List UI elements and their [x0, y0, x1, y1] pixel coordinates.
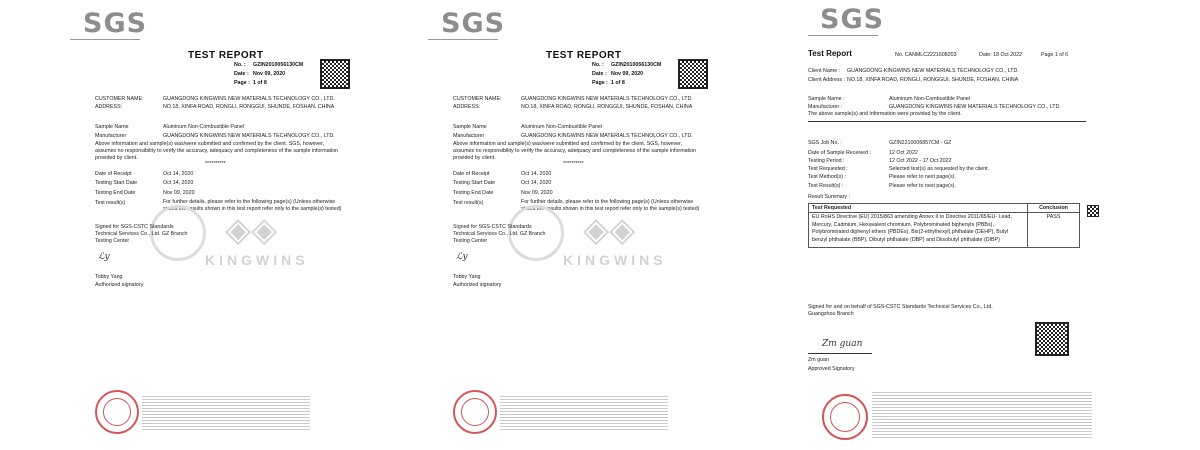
customer-label: CUSTOMER NAME:	[453, 96, 502, 102]
signer-name: Tobby Yang	[453, 274, 481, 280]
logo-underline	[428, 39, 498, 40]
watermark-text: KINGWINS	[205, 252, 309, 268]
sgs-logo: SGS	[441, 8, 506, 39]
signed-for-text: Signed for and on behalf of SGS-CSTC Standards Technical Services Co., Ltd. Guangzhou Branch	[808, 304, 993, 317]
received-value: 12 Oct 2022	[889, 150, 918, 156]
client-address-label: Client Address :	[808, 77, 846, 83]
results-label: Test Result(s) :	[808, 183, 844, 189]
address-value: NO.18, XINFA ROAD, RONGLI, RONGGUI, SHUNDE, FOSHAN, CHINA	[163, 104, 335, 110]
method-value: Please refer to next page(s).	[889, 174, 956, 180]
report-page-2	[428, 0, 718, 450]
receipt-value: Oct 14, 2020	[521, 171, 552, 177]
table-header-requested: Test Requested	[809, 204, 1028, 213]
report-date: Date: 18 Oct 2022	[979, 52, 1022, 58]
results-value: Please refer to next page(s).	[889, 183, 956, 189]
receipt-label: Date of Receipt	[453, 171, 490, 177]
table-cell-conclusion: PASS	[1028, 213, 1080, 248]
qr-code-icon	[320, 59, 350, 89]
job-no-label: SGS Job No. :	[808, 140, 842, 146]
separator-stars: **********	[205, 161, 226, 167]
received-label: Date of Sample Received :	[808, 150, 872, 156]
qr-code-icon	[1035, 322, 1069, 356]
red-seal-inner-icon	[103, 398, 131, 426]
table-row	[809, 213, 1080, 248]
manufacturer-value: GUANGDONG KINGWINS NEW MATERIALS TECHNOLOGY CO., LTD.	[889, 104, 1061, 110]
sgs-logo: SGS	[83, 8, 148, 39]
report-page-label: Page :	[234, 80, 250, 86]
start-date-value: Oct 14, 2020	[163, 180, 194, 186]
address-label: ADDRESS:	[453, 104, 481, 110]
result-label: Test result(s)	[95, 200, 126, 206]
start-date-value: Oct 14, 2020	[521, 180, 552, 186]
signer-title: Approved Signatory	[808, 366, 855, 372]
signer-title: Authorized signatory	[453, 282, 502, 288]
fine-print-block	[142, 396, 310, 432]
report-title: TEST REPORT	[546, 50, 622, 61]
signer-name: Zm guan	[808, 357, 829, 363]
signature-line	[808, 353, 872, 354]
result-label: Test result(s)	[453, 200, 484, 206]
end-date-value: Nov 09, 2020	[521, 190, 553, 196]
watermark-glyphs-icon: ◈◈	[225, 210, 278, 250]
address-label: ADDRESS:	[95, 104, 123, 110]
signed-for-text: Signed for SGS-CSTC Standards Technical Services Co., Ltd. GZ Branch Testing Center	[453, 224, 546, 244]
period-value: 12 Oct 2022 - 17 Oct 2022	[889, 158, 952, 164]
sample-label: Sample Name	[453, 124, 487, 130]
report-page: 1 of 8	[253, 80, 267, 86]
report-page-label: Page :	[592, 80, 608, 86]
start-date-label: Testing Start Date	[95, 180, 138, 186]
logo-underline	[808, 35, 878, 36]
job-no-value: GZIN2210006857CM - GZ	[889, 140, 952, 146]
report-title: TEST REPORT	[188, 50, 264, 61]
red-seal-inner-icon	[461, 398, 489, 426]
report-no: GZIN2010056130CM	[253, 62, 304, 68]
start-date-label: Testing Start Date	[453, 180, 496, 186]
table-header-row	[809, 204, 1080, 213]
report-no: No. CANMLC2221608203	[895, 52, 957, 58]
report-date: Nov 09, 2020	[611, 71, 644, 77]
signer-name: Tobby Yang	[95, 274, 123, 280]
report-title: Test Report	[808, 49, 852, 58]
client-address-value: NO.18, XINFA ROAD, RONGLI, RONGGUI, SHUNDE, FOSHAN, CHINA	[847, 77, 1019, 83]
signature-icon: Zm guan	[822, 339, 863, 349]
report-page-3	[800, 0, 1100, 450]
signature-icon: ℒy	[98, 252, 110, 262]
receipt-label: Date of Receipt	[95, 171, 132, 177]
table-cell-requested: EU RoHS Directive (EU) 2015/863 amending Annex II to Directive 2011/65/EU- Lead, Mercury, Cadmium, Hexavalent chromium, Polybrominated biphenyls (PBBs), Polybrominated diphenyl ethers (PBDEs), Bis(2-ethylhexyl) phthalate (DEHP), Butyl benzyl phthalate (BBP), Dibutyl phthalate (DBP) and Diisobutyl phthalate (DIBP)	[809, 213, 1028, 248]
period-label: Testing Period :	[808, 158, 845, 164]
requested-value: Selected test(s) as requested by the client.	[889, 166, 990, 172]
result-value: For further details, please refer to the following page(s) (Unless otherwise stated the results shown in this test report refer only to the sample(s) tested)	[163, 199, 342, 212]
manufacturer-label: Manufacturer	[95, 133, 127, 139]
small-qr-icon	[1087, 205, 1099, 217]
sample-value: Aluminum Non-Combustible Panel	[889, 96, 970, 102]
manufacturer-value: GUANGDONG KINGWINS NEW MATERIALS TECHNOLOGY CO., LTD.	[163, 133, 335, 139]
report-page: Page 1 of 6	[1041, 52, 1069, 58]
watermark-text: KINGWINS	[563, 252, 667, 268]
report-date-label: Date :	[234, 71, 249, 77]
red-seal-inner-icon	[830, 402, 860, 432]
signed-for-text: Signed for SGS-CSTC Standards Technical Services Co., Ltd. GZ Branch Testing Center	[95, 224, 188, 244]
signer-title: Authorized signatory	[95, 282, 144, 288]
sample-value: Aluminum Non-Combustible Panel	[163, 124, 244, 130]
method-label: Test Method(s) :	[808, 174, 846, 180]
summary-label: Result Summary :	[808, 194, 851, 200]
sample-label: Sample Name :	[808, 96, 845, 102]
table-header-conclusion: Conclusion	[1028, 204, 1080, 213]
disclaimer-text: Above information and sample(s) was/were submitted and confirmed by the client. SGS, however, assumes no responsibility to verify the accuracy, adequacy and completeness of the sample information provided by client.	[95, 141, 339, 161]
customer-label: CUSTOMER NAME:	[95, 96, 144, 102]
fine-print-block	[500, 396, 668, 432]
address-value: NO.18, XINFA ROAD, RONGLI, RONGGUI, SHUNDE, FOSHAN, CHINA	[521, 104, 693, 110]
qr-code-icon	[678, 59, 708, 89]
sample-value: Aluminum Non-Combustible Panel	[521, 124, 602, 130]
client-name-value: GUANGDONG KINGWINS NEW MATERIALS TECHNOLOGY CO., LTD.	[847, 68, 1019, 74]
report-no-label: No. :	[592, 62, 604, 68]
report-no-label: No. :	[234, 62, 246, 68]
divider	[808, 121, 1086, 122]
end-date-label: Testing End Date	[453, 190, 494, 196]
receipt-value: Oct 14, 2020	[163, 171, 194, 177]
report-no: GZIN2010056130CM	[611, 62, 662, 68]
sample-label: Sample Name	[95, 124, 129, 130]
manufacturer-label: Manufacturer :	[808, 104, 843, 110]
logo-underline	[70, 39, 140, 40]
provided-note: The above sample(s) and information were provided by the client.	[808, 111, 962, 117]
manufacturer-value: GUANGDONG KINGWINS NEW MATERIALS TECHNOLOGY CO., LTD.	[521, 133, 693, 139]
disclaimer-text: Above information and sample(s) was/were submitted and confirmed by the client. SGS, however, assumes no responsibility to verify the accuracy, adequacy and completeness of the sample information provided by client.	[453, 141, 697, 161]
fine-print-block	[872, 392, 1092, 438]
manufacturer-label: Manufacturer	[453, 133, 485, 139]
sgs-logo: SGS	[820, 4, 885, 35]
report-page-1	[70, 0, 360, 450]
result-summary-table	[808, 203, 1080, 248]
signature-icon: ℒy	[456, 252, 468, 262]
report-date: Nov 09, 2020	[253, 71, 286, 77]
watermark-glyphs-icon: ◈◈	[583, 210, 636, 250]
separator-stars: **********	[563, 161, 584, 167]
requested-label: Test Requested :	[808, 166, 848, 172]
customer-value: GUANGDONG KINGWINS NEW MATERIALS TECHNOLOGY CO., LTD.	[521, 96, 693, 102]
report-date-label: Date :	[592, 71, 607, 77]
end-date-label: Testing End Date	[95, 190, 136, 196]
client-name-label: Client Name :	[808, 68, 841, 74]
report-page: 1 of 8	[611, 80, 625, 86]
customer-value: GUANGDONG KINGWINS NEW MATERIALS TECHNOLOGY CO., LTD.	[163, 96, 335, 102]
end-date-value: Nov 09, 2020	[163, 190, 195, 196]
result-value: For further details, please refer to the following page(s) (Unless otherwise stated the results shown in this test report refer only to the sample(s) tested)	[521, 199, 700, 212]
